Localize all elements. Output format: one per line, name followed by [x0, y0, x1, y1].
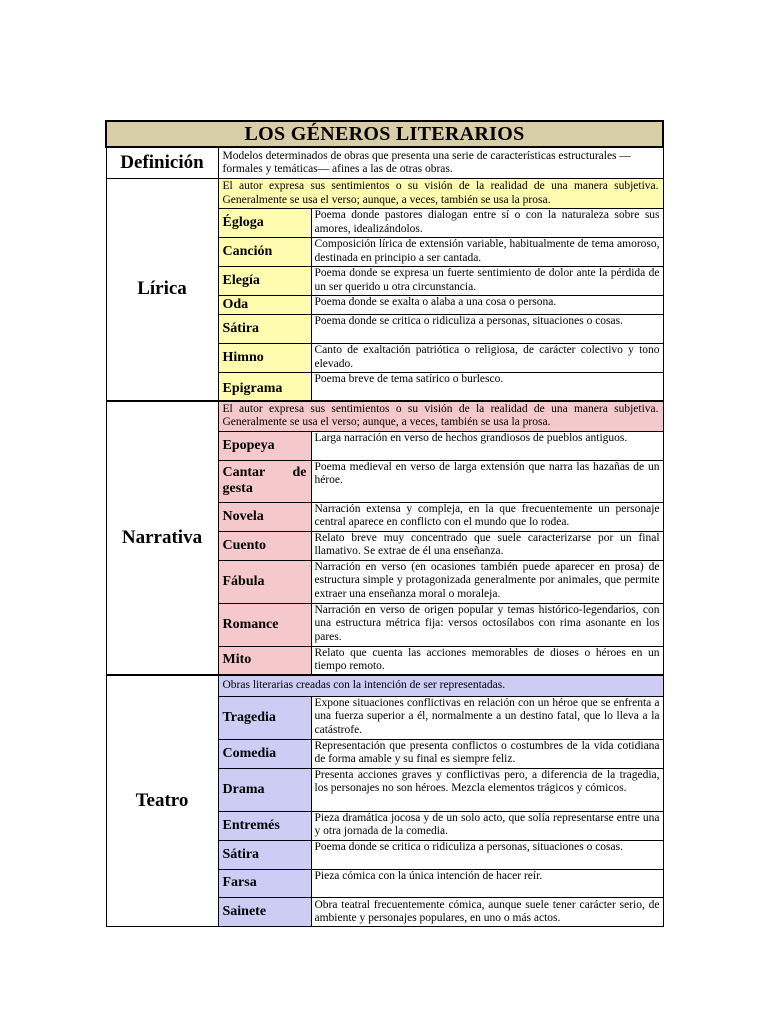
genre-description: Poema breve de tema satírico o burlesco. [311, 373, 663, 401]
genre-name: Canción [218, 238, 311, 267]
genres-sheet [105, 120, 662, 927]
genre-description: Presenta acciones graves y conflictivas pero, a diferencia de la tragedia, los personajes no son héroes. Mezcla elementos trágicos y cómicos. [311, 768, 663, 811]
page-title: LOS GÉNEROS LITERARIOS [106, 121, 663, 147]
genre-name: Oda [218, 296, 311, 315]
definition-text: Modelos determinados de obras que presenta una serie de características estructurales —formales y temáticas— afines a las de otras obras. [218, 147, 663, 179]
definition-label: Definición [106, 147, 218, 179]
genre-name: Égloga [218, 209, 311, 238]
genre-description: Poema donde pastores dialogan entre sí o con la naturaleza sobre sus amores, idealizándolos. [311, 209, 663, 238]
genre-name: Comedia [218, 739, 311, 768]
teatro-section-label: Teatro [106, 675, 218, 926]
genre-description: Obra teatral frecuentemente cómica, aunque suele tener carácter serio, de ambiente y personajes populares, en uno o más actos. [311, 897, 663, 926]
genre-name: Novela [218, 502, 311, 531]
genre-name: Entremés [218, 811, 311, 840]
genre-description: Composición lírica de extensión variable, habitualmente de tema amoroso, destinada en principio a ser cantada. [311, 238, 663, 267]
genre-name: Sátira [218, 315, 311, 344]
genre-name: Sainete [218, 897, 311, 926]
title-row [106, 121, 663, 147]
genre-name: Mito [218, 646, 311, 675]
genre-name: Cantar de gesta [218, 460, 311, 502]
genre-name: Cuento [218, 531, 311, 560]
narrativa-section-label: Narrativa [106, 401, 218, 676]
lirica-intro: El autor expresa sus sentimientos o su visión de la realidad de una manera subjetiva. Generalmente se usa el verso; aunque, a veces, también se usa la prosa. [218, 179, 663, 209]
genre-description: Poema donde se expresa un fuerte sentimiento de dolor ante la pérdida de un ser querido u otra circunstancia. [311, 267, 663, 296]
genre-description: Relato que cuenta las acciones memorables de dioses o héroes en un tiempo remoto. [311, 646, 663, 675]
genre-name: Farsa [218, 869, 311, 897]
genre-name: Romance [218, 603, 311, 646]
genre-name: Sátira [218, 840, 311, 869]
genres-table [105, 120, 664, 927]
genre-description: Pieza cómica con la única intención de hacer reír. [311, 869, 663, 897]
genre-name: Elegía [218, 267, 311, 296]
genre-description: Pieza dramática jocosa y de un solo acto, que solía representarse entre una y otra jornada de la comedia. [311, 811, 663, 840]
genre-name: Epigrama [218, 373, 311, 401]
genre-description: Larga narración en verso de hechos grandiosos de pueblos antiguos. [311, 431, 663, 460]
lirica-section-label: Lírica [106, 179, 218, 401]
teatro-intro-row [106, 675, 663, 696]
genre-description: Narración extensa y compleja, en la que frecuentemente un personaje central aparece en conflicto con el mundo que lo rodea. [311, 502, 663, 531]
genre-description: Narración en verso (en ocasiones también puede aparecer en prosa) de estructura simple y protagonizada generalmente por animales, que permite extraer una enseñanza moral o moraleja. [311, 560, 663, 603]
teatro-intro: Obras literarias creadas con la intención de ser representadas. [218, 675, 663, 696]
genre-description: Poema donde se critica o ridiculiza a personas, situaciones o cosas. [311, 315, 663, 344]
genre-name: Fábula [218, 560, 311, 603]
genre-name: Tragedia [218, 696, 311, 739]
genre-name: Himno [218, 344, 311, 373]
genre-description: Narración en verso de origen popular y temas histórico-legendarios, con una estructura métrica fija: versos octosílabos con rima asonante en los pares. [311, 603, 663, 646]
definition-row [106, 147, 663, 179]
lirica-intro-row [106, 179, 663, 209]
genre-description: Poema medieval en verso de larga extensión que narra las hazañas de un héroe. [311, 460, 663, 502]
genre-description: Poema donde se exalta o alaba a una cosa o persona. [311, 296, 663, 315]
genre-description: Canto de exaltación patriótica o religiosa, de carácter colectivo y tono elevado. [311, 344, 663, 373]
genre-description: Relato breve muy concentrado que suele caracterizarse por un final llamativo. Se extrae de él una enseñanza. [311, 531, 663, 560]
genre-description: Representación que presenta conflictos o costumbres de la vida cotidiana de forma amable y su final es siempre feliz. [311, 739, 663, 768]
genre-description: Poema donde se critica o ridiculiza a personas, situaciones o cosas. [311, 840, 663, 869]
narrativa-intro-row [106, 401, 663, 432]
narrativa-intro: El autor expresa sus sentimientos o su visión de la realidad de una manera subjetiva. Generalmente se usa el verso; aunque, a veces, también se usa la prosa. [218, 401, 663, 432]
genre-name: Epopeya [218, 431, 311, 460]
genre-description: Expone situaciones conflictivas en relación con un héroe que se enfrenta a una fuerza superior a él, normalmente a un destino fatal, que lo lleva a la catástrofe. [311, 696, 663, 739]
genre-name: Drama [218, 768, 311, 811]
